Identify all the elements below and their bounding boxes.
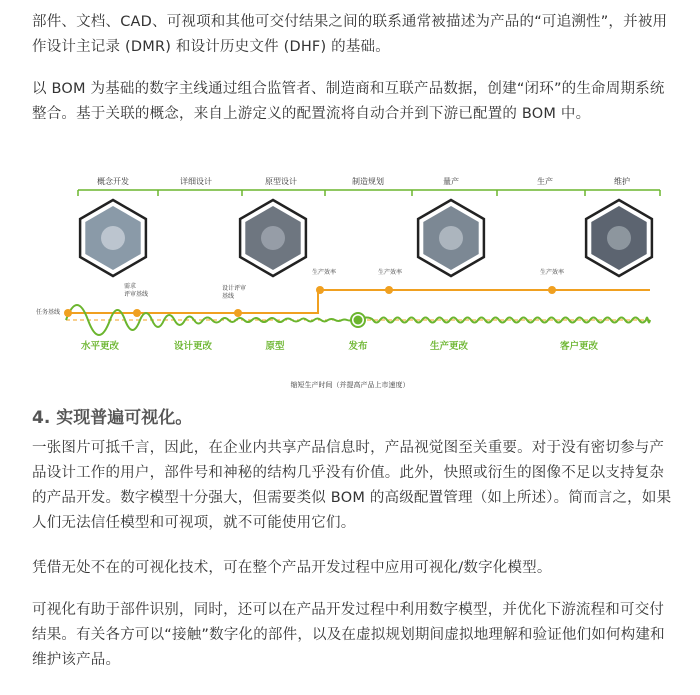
hexagon-photo-detail (101, 226, 125, 250)
phase-label: 原型设计 (265, 177, 297, 186)
paragraph-digital-thread: 以 BOM 为基础的数字主线通过组合监管者、制造商和互联产品数据，创建“闭环”的生命周期系统整合。基于关联的概念，来自上游定义的配置流将自动合并到下游已配置的 BOM 中。 (32, 81, 665, 122)
hexagon-photo-detail (607, 226, 631, 250)
milestone-dot (385, 286, 393, 294)
req-review-label-2: 评审基线 (124, 291, 149, 298)
release-marker-core (354, 316, 363, 325)
baseline-label: 任务基线 (36, 309, 61, 316)
lifecycle-diagram (0, 168, 700, 398)
phase-label: 生产 (537, 177, 553, 186)
change-label: 生产更改 (429, 341, 469, 352)
phase-label: 维护 (614, 177, 630, 186)
design-review-label-1: 设计评审 (222, 285, 247, 292)
change-label: 发布 (348, 341, 368, 352)
change-label: 客户更改 (559, 341, 599, 352)
milestone-dot (234, 309, 242, 317)
prod-eff-label-2: 生产效率 (378, 269, 403, 276)
milestone-dot (133, 309, 141, 317)
paragraph-part-identification: 可视化有助于部件识别，同时，还可以在产品开发过程中利用数字模型，并优化下游流程和可交付结果。有关各方可以“接触”数字化的部件，以及在虚拟规划期间虚拟地理解和验证他们如何构建和维护该产品。 (32, 602, 665, 668)
milestone-dot (64, 309, 72, 317)
prod-eff-label-3: 生产效率 (540, 269, 565, 276)
req-review-label-1: 需求 (124, 283, 137, 290)
paragraph-visualization: 一张图片可抵千言，因此，在企业内共享产品信息时，产品视觉图至关重要。对于没有密切参与产品设计工作的用户，部件号和神秘的结构几乎没有价值。此外，快照或衍生的图像不足以支持复杂的产品开发。数字模型十分强大，但需要类似 BOM 的高级配置管理（如上所述）。简而言之，如果人们无法信任模型和可视项，就不可能使用它们。 (32, 440, 672, 531)
phase-label: 详细设计 (180, 177, 212, 186)
phase-label: 制造规划 (352, 177, 384, 186)
section-heading: 4. 实现普遍可视化。 (32, 408, 193, 428)
design-review-label-2: 基线 (222, 293, 235, 300)
configuration-flow-line (66, 290, 650, 313)
hexagon-photo-detail (439, 226, 463, 250)
paragraph-ubiquitous: 凭借无处不在的可视化技术，可在整个产品开发过程中应用可视化/数字化模型。 (32, 560, 552, 576)
diagram-caption: 缩短生产时间（并提高产品上市速度） (290, 381, 410, 389)
paragraph-traceability: 部件、文档、CAD、可视项和其他可交付结果之间的联系通常被描述为产品的“可追溯性”，并被用作设计主记录 (DMR) 和设计历史文件 (DHF) 的基础。 (32, 14, 668, 55)
milestone-dot (316, 286, 324, 294)
hexagon-photo-detail (261, 226, 285, 250)
change-label: 水平更改 (80, 341, 120, 352)
phase-label: 量产 (443, 177, 459, 186)
prod-eff-label-1: 生产效率 (312, 269, 337, 276)
milestone-dot (548, 286, 556, 294)
phase-label: 概念开发 (97, 177, 129, 186)
change-label: 设计更改 (173, 341, 213, 352)
change-label: 原型 (265, 341, 285, 352)
